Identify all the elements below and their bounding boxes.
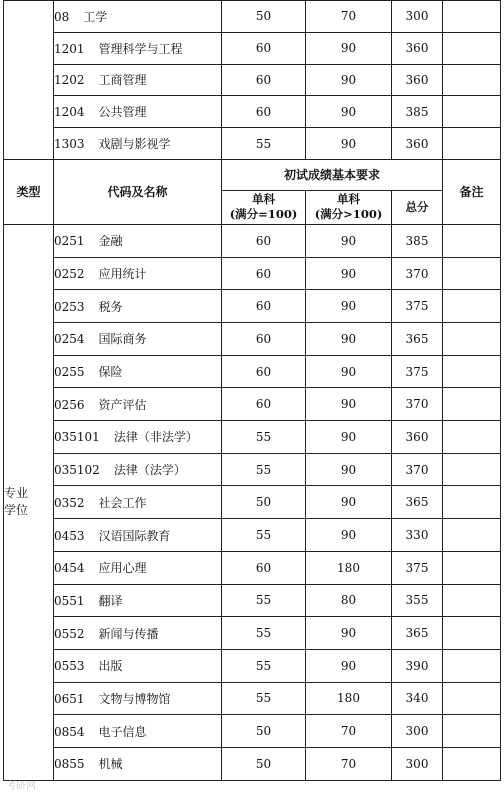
subject-code: 0651 [54,691,85,706]
code-name-cell [54,355,222,388]
total-score: 375 [392,551,443,584]
type-label-line2: 学位 [4,503,29,518]
total-score: 365 [392,617,443,650]
subject-code: 1201 [54,41,85,56]
single-subject-over100-score: 90 [306,453,392,486]
total-score: 375 [392,355,443,388]
total-score: 375 [392,290,443,323]
code-name-cell [54,486,222,519]
note-cell [443,388,501,421]
table-row [4,453,501,486]
total-score: 340 [392,682,443,715]
single-subject-100-score: 60 [222,64,306,96]
subject-name: 税务 [98,299,123,314]
table-row [4,551,501,584]
subject-code: 0255 [54,365,85,380]
single-subject-over100-score: 180 [306,551,392,584]
total-score: 385 [392,224,443,257]
code-name-cell [54,64,222,96]
subject-name: 资产评估 [98,397,147,412]
subject-code: 0552 [54,626,85,641]
note-cell [443,421,501,454]
academic-rows [4,1,501,160]
subject-name: 工商管理 [98,73,147,88]
total-score: 360 [392,32,443,64]
code-name-cell [54,257,222,290]
total-score: 300 [392,1,443,33]
note-cell [443,96,501,128]
total-score: 385 [392,96,443,128]
subject-name: 法律（法学） [113,463,186,478]
subject-code: 0352 [54,495,85,510]
subject-code: 0453 [54,528,85,543]
table-row [4,224,501,257]
single-subject-over100-score: 90 [306,96,392,128]
single-subject-100-score: 55 [222,584,306,617]
single-subject-over100-score: 90 [306,649,392,682]
total-score: 360 [392,421,443,454]
table-row [4,323,501,356]
single-subject-over100-score: 70 [306,715,392,748]
subject-code: 0454 [54,561,85,576]
subject-code: 0254 [54,332,85,347]
total-score: 360 [392,128,443,160]
code-name-cell [54,649,222,682]
code-name-cell [54,584,222,617]
single-subject-100-score: 55 [222,519,306,552]
header-requirements: 初试成绩基本要求 [222,159,443,190]
single-subject-100-score: 60 [222,323,306,356]
single-subject-over100-score: 90 [306,421,392,454]
code-name-cell [54,388,222,421]
subject-name: 出版 [98,659,123,674]
note-cell [443,682,501,715]
table-row [4,649,501,682]
note-cell [443,453,501,486]
header-single-sub: (满分=100) [229,207,298,222]
header-single-label: 单科 [337,192,360,207]
note-cell [443,519,501,552]
code-name-cell [54,128,222,160]
subject-name: 戏剧与影视学 [98,137,171,152]
header-code-name: 代码及名称 [54,159,222,224]
code-name-cell [54,1,222,33]
code-name-cell [54,715,222,748]
subject-name: 金融 [98,234,123,249]
single-subject-100-score: 60 [222,224,306,257]
note-cell [443,617,501,650]
single-subject-100-score: 50 [222,715,306,748]
note-cell [443,747,501,780]
single-subject-100-score: 60 [222,32,306,64]
single-subject-over100-score: 90 [306,617,392,650]
table-row [4,257,501,290]
header-note: 备注 [443,159,501,224]
single-subject-100-score: 55 [222,682,306,715]
subject-name: 应用心理 [98,561,147,576]
subject-name: 应用统计 [98,267,147,282]
single-subject-over100-score: 180 [306,682,392,715]
header-single-subject-over100 [306,190,392,224]
subject-name: 保险 [98,365,123,380]
code-name-cell [54,617,222,650]
subject-code: 0553 [54,659,85,674]
total-score: 370 [392,453,443,486]
note-cell [443,290,501,323]
single-subject-100-score: 55 [222,453,306,486]
subject-name: 公共管理 [98,105,147,120]
subject-code: 035101 [54,430,100,445]
table-row [4,128,501,160]
single-subject-over100-score: 90 [306,128,392,160]
single-subject-over100-score: 90 [306,519,392,552]
total-score: 365 [392,323,443,356]
header-rows [4,159,501,224]
table-row [4,617,501,650]
single-subject-over100-score: 90 [306,290,392,323]
subject-code: 0256 [54,397,85,412]
subject-name: 电子信息 [98,724,147,739]
subject-code: 0252 [54,267,85,282]
note-cell [443,649,501,682]
table-row [4,64,501,96]
single-subject-100-score: 55 [222,421,306,454]
single-subject-over100-score: 90 [306,323,392,356]
note-cell [443,224,501,257]
header-single-sub: (满分>100) [314,207,383,222]
type-label-line1: 专业 [4,486,29,501]
note-cell [443,32,501,64]
type-cell-academic [4,1,54,160]
single-subject-100-score: 50 [222,747,306,780]
subject-code: 0855 [54,757,85,772]
single-subject-over100-score: 90 [306,224,392,257]
subject-name: 国际商务 [98,332,147,347]
table-header-row [4,159,501,190]
code-name-cell [54,519,222,552]
code-name-cell [54,453,222,486]
code-name-cell [54,421,222,454]
subject-code: 08 [54,9,70,24]
code-name-cell [54,551,222,584]
total-score: 300 [392,747,443,780]
single-subject-100-score: 55 [222,617,306,650]
subject-name: 工学 [83,9,108,24]
table-row [4,290,501,323]
header-single-subject-100 [222,190,306,224]
table-row [4,388,501,421]
code-name-cell [54,32,222,64]
single-subject-over100-score: 70 [306,1,392,33]
note-cell [443,257,501,290]
single-subject-over100-score: 70 [306,747,392,780]
subject-name: 新闻与传播 [98,626,159,641]
note-cell [443,323,501,356]
header-type: 类型 [4,159,54,224]
single-subject-100-score: 50 [222,1,306,33]
subject-name: 社会工作 [98,495,147,510]
single-subject-over100-score: 90 [306,355,392,388]
single-subject-over100-score: 80 [306,584,392,617]
single-subject-over100-score: 90 [306,486,392,519]
subject-name: 翻译 [98,593,123,608]
header-single-label: 单科 [252,192,275,207]
single-subject-100-score: 60 [222,96,306,128]
code-name-cell [54,682,222,715]
total-score: 300 [392,715,443,748]
single-subject-over100-score: 90 [306,257,392,290]
code-name-cell [54,96,222,128]
subject-code: 0253 [54,299,85,314]
table-row [4,682,501,715]
single-subject-100-score: 55 [222,649,306,682]
code-name-cell [54,224,222,257]
single-subject-100-score: 50 [222,486,306,519]
code-name-cell [54,323,222,356]
subject-name: 汉语国际教育 [98,528,171,543]
single-subject-100-score: 60 [222,355,306,388]
note-cell [443,64,501,96]
table-row [4,747,501,780]
subject-code: 035102 [54,463,100,478]
total-score: 360 [392,64,443,96]
subject-code: 0854 [54,724,85,739]
note-cell [443,584,501,617]
note-cell [443,715,501,748]
watermark-logo: 考研网 [6,781,36,792]
professional-rows [4,224,501,780]
single-subject-100-score: 60 [222,257,306,290]
subject-code: 1202 [54,73,85,88]
code-name-cell [54,747,222,780]
single-subject-100-score: 60 [222,551,306,584]
header-total: 总分 [392,190,443,224]
table-row [4,519,501,552]
score-requirements-table [3,0,501,781]
table-row [4,32,501,64]
table-row [4,355,501,388]
total-score: 365 [392,486,443,519]
single-subject-100-score: 60 [222,290,306,323]
table-row [4,1,501,33]
subject-name: 法律（非法学） [113,430,198,445]
type-cell-professional [4,224,54,780]
single-subject-over100-score: 90 [306,388,392,421]
code-name-cell [54,290,222,323]
subject-code: 0251 [54,234,85,249]
table-row [4,584,501,617]
table-row [4,421,501,454]
subject-code: 0551 [54,593,85,608]
single-subject-over100-score: 90 [306,64,392,96]
table-row [4,715,501,748]
note-cell [443,355,501,388]
subject-name: 管理科学与工程 [98,41,183,56]
total-score: 370 [392,388,443,421]
subject-code: 1204 [54,105,85,120]
subject-name: 机械 [98,757,123,772]
note-cell [443,551,501,584]
total-score: 370 [392,257,443,290]
note-cell [443,486,501,519]
total-score: 330 [392,519,443,552]
note-cell [443,1,501,33]
table-row [4,96,501,128]
subject-name: 文物与博物馆 [98,691,171,706]
table-row [4,486,501,519]
total-score: 355 [392,584,443,617]
total-score: 390 [392,649,443,682]
single-subject-100-score: 55 [222,128,306,160]
single-subject-over100-score: 90 [306,32,392,64]
single-subject-100-score: 60 [222,388,306,421]
subject-code: 1303 [54,137,85,152]
note-cell [443,128,501,160]
